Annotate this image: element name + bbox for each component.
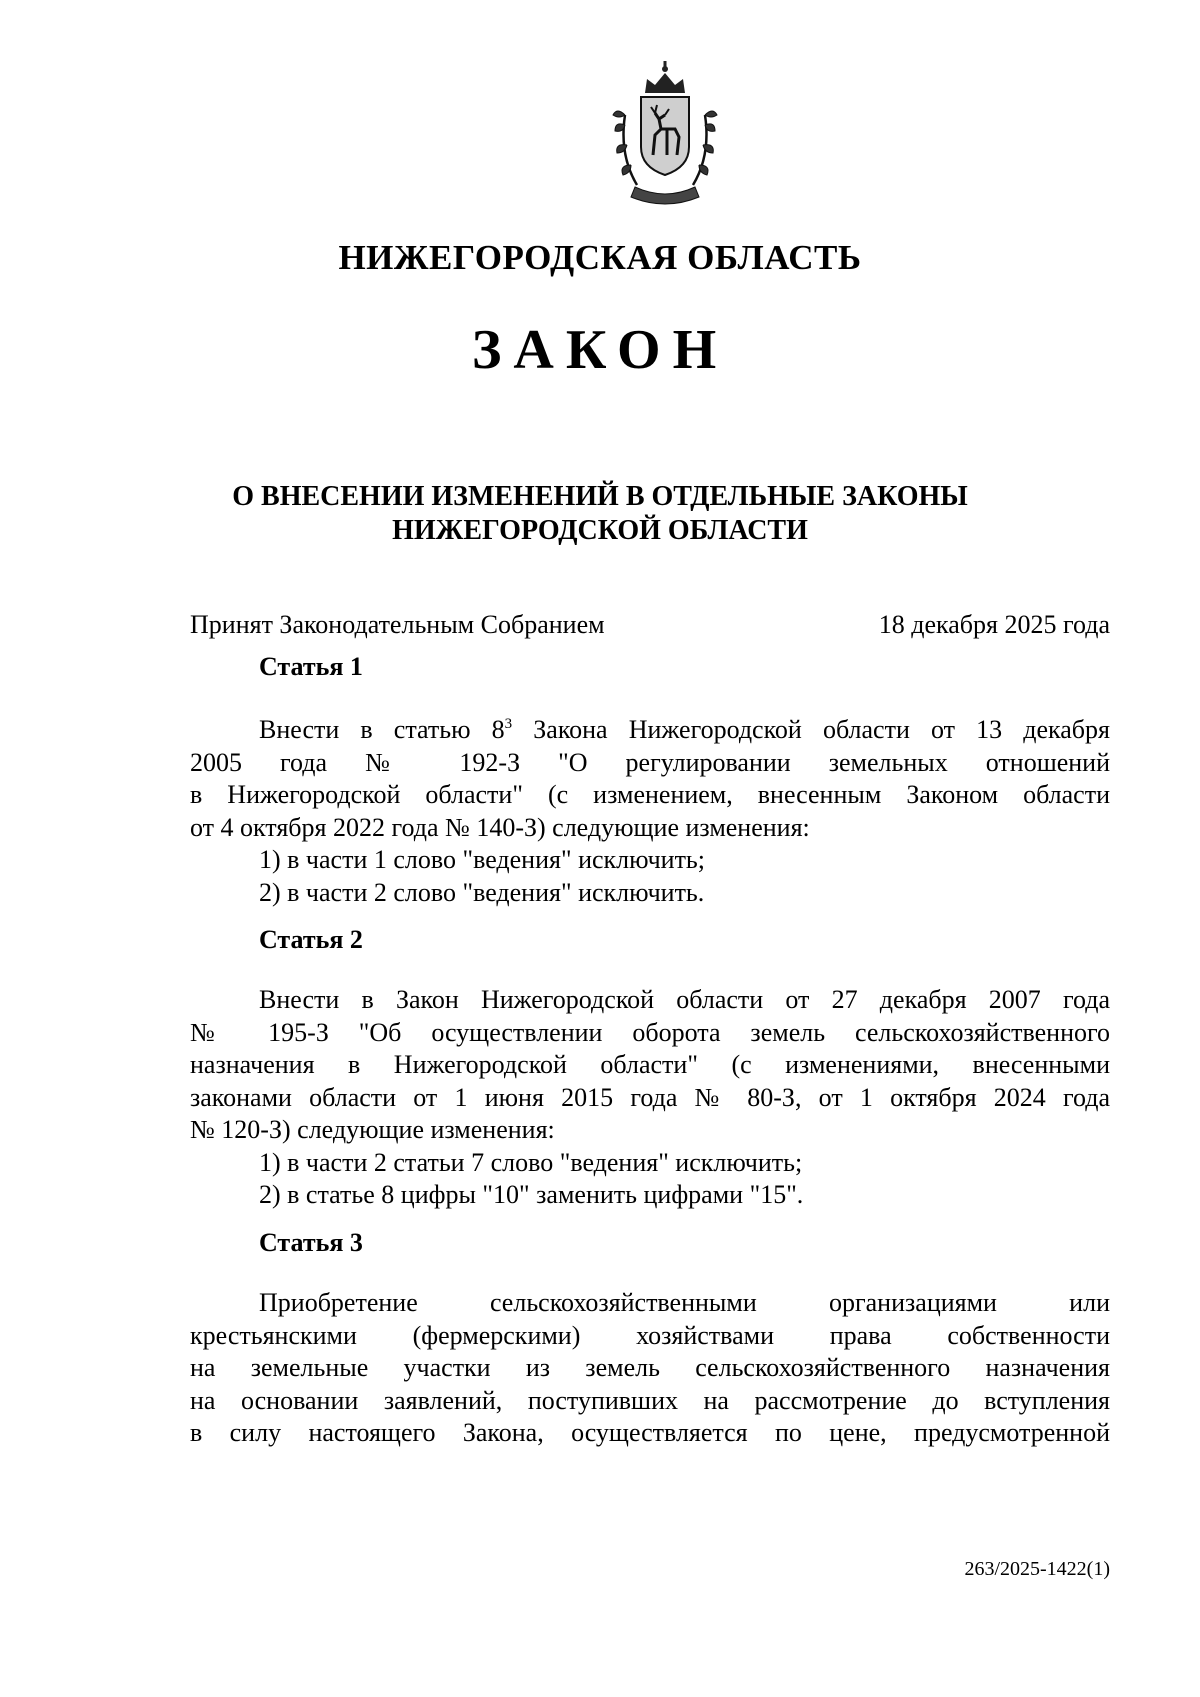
article-2-line: законами области от 1 июня 2015 года № 80-З, от 1 октября 2024 года [190,1082,1110,1112]
article-2-item: 2) в статье 8 цифры "10" заменить цифрами "15". [259,1180,804,1209]
adoption-label: Принят Законодательным Собранием [190,610,605,639]
article-2-line: Внести в Закон Нижегородской области от 27 декабря 2007 года [259,985,1110,1014]
adoption-date: 18 декабря 2025 года [878,610,1110,639]
article-1-heading: Статья 1 [259,652,363,681]
region-name: НИЖЕГОРОДСКАЯ ОБЛАСТЬ [338,238,862,277]
article-2-body [190,984,1110,1212]
article-3-heading: Статья 3 [259,1228,363,1257]
article-2-line: № 195-З "Об осуществлении оборота земель сельскохозяйственного [190,1017,1110,1047]
article-3-line: Приобретение сельскохозяйственными организациями или [259,1288,1110,1317]
article-1-item: 2) в части 2 слово "ведения" исключить. [259,877,705,907]
article-2-item: 1) в части 2 статьи 7 слово "ведения" исключить; [259,1147,803,1177]
article-2-heading: Статья 2 [259,925,363,954]
article-1-line: Внести в статью $8^3$ Закона Нижегородской области от 13 декабря [259,715,1110,744]
document-title-line: О ВНЕСЕНИИ ИЗМЕНЕНИЙ В ОТДЕЛЬНЫЕ ЗАКОНЫ [232,481,968,512]
article-3-body [190,1287,1110,1450]
article-1-line: от 4 октября 2022 года № 140-З) следующие изменения: [190,812,810,842]
article-1-item: 1) в части 1 слово "ведения" исключить; [259,845,706,874]
document-title [0,480,1200,548]
article-2-line: № 120-З) следующие изменения: [190,1115,555,1144]
article-1-body [190,714,1110,909]
article-2-line: назначения в Нижегородской области" (с изменениями, внесенными [190,1050,1110,1079]
document-title-line: НИЖЕГОРОДСКОЙ ОБЛАСТИ [392,515,808,546]
article-3-line: крестьянскими (фермерскими) хозяйствами права собственности [190,1320,1110,1350]
article-3-line: на основании заявлений, поступивших на рассмотрение до вступления [190,1385,1110,1415]
article-3-line: в силу настоящего Закона, осуществляется по цене, предусмотренной [190,1418,1110,1447]
coat-of-arms-emblem [595,55,735,215]
registration-number: 263/2025-1422(1) [964,1558,1110,1580]
article-3-line: на земельные участки из земель сельскохозяйственного назначения [190,1353,1110,1382]
adoption-line [190,610,1110,640]
document-type: ЗАКОН [471,319,729,381]
article-1-line: 2005 года № 192-З "О регулировании земельных отношений [190,747,1110,777]
article-1-line: в Нижегородской области" (с изменением, внесенным Законом области [190,780,1110,809]
